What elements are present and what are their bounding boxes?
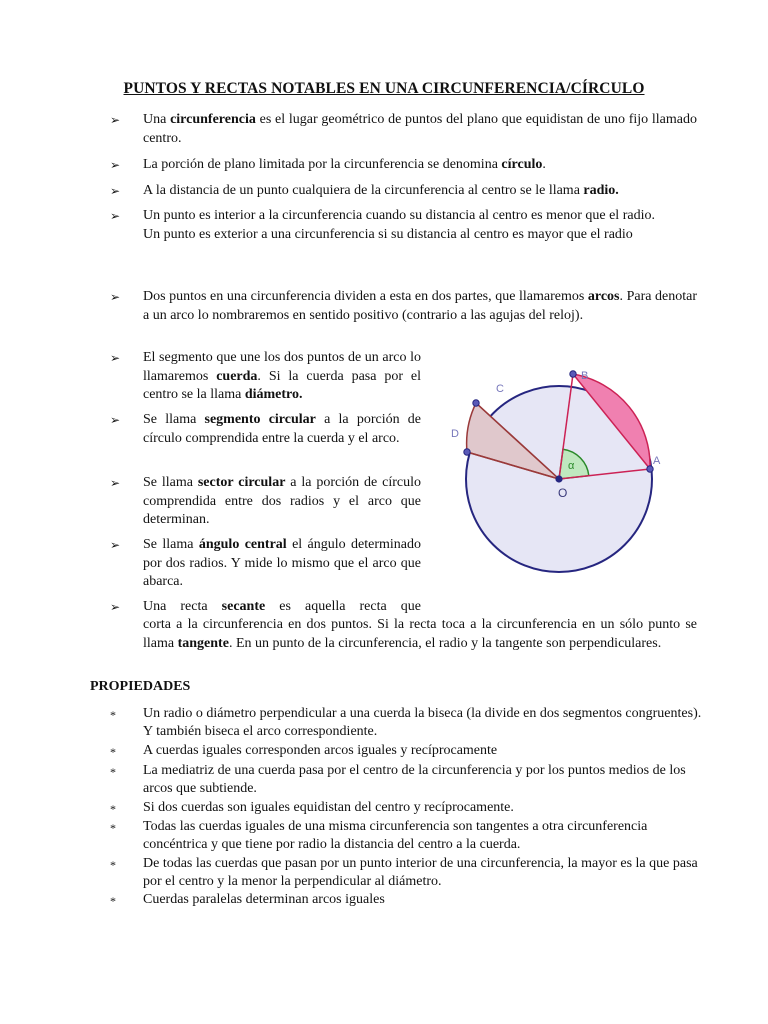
bullet-arrow-icon: ➢	[110, 209, 121, 223]
asterisk-icon: *	[110, 802, 116, 816]
term-arcos: arcos	[587, 289, 620, 304]
label-c: C	[496, 383, 504, 395]
property-item: * Cuerdas paralelas determinan arcos iguales	[110, 892, 385, 908]
asterisk-icon: *	[110, 894, 116, 908]
label-d: D	[451, 428, 459, 440]
properties-heading: PROPIEDADES	[90, 679, 191, 694]
paragraph-exterior: Un punto es exterior a una circunferencia si su distancia al centro es mayor que el radio	[143, 226, 633, 242]
list-item-circunferencia: ➢ Una circunferencia es el lugar geométrico de puntos del plano que equidistan de uno fijo llamado centro.	[110, 112, 698, 146]
paragraph-interior: Un punto es interior a la circunferencia cuando su distancia al centro es menor que el radio.	[143, 208, 655, 223]
bullet-arrow-icon: ➢	[110, 113, 121, 127]
term-circulo: círculo	[501, 157, 543, 172]
label-a: A	[653, 455, 661, 467]
property-item: * La mediatriz de una cuerda pasa por el centro de la circunferencia y por los puntos medios de los arcos que subtiende.	[110, 763, 686, 796]
property-item: * Un radio o diámetro perpendicular a una cuerda la biseca (la divide en dos segmentos congruentes). Y también biseca el arco correspondiente.	[110, 706, 702, 739]
point-o	[555, 475, 562, 482]
bullet-arrow-icon: ➢	[110, 538, 121, 552]
circle-diagram	[445, 352, 685, 604]
term-circunferencia: circunferencia	[170, 112, 256, 127]
list-item-cuerda: ➢ El segmento que une los dos puntos de un arco lo llamaremos cuerda. Si la cuerda pasa por el centro se la llama diámetro.	[110, 350, 421, 402]
term-radio: radio.	[583, 183, 619, 198]
bullet-arrow-icon: ➢	[110, 158, 121, 172]
asterisk-icon: *	[110, 708, 116, 722]
asterisk-icon: *	[110, 821, 116, 835]
list-item-angulo-central: ➢ Se llama ángulo central el ángulo determinado por dos radios. Y mide lo mismo que el arco que abarca.	[110, 537, 421, 589]
bullet-arrow-icon: ➢	[110, 351, 121, 365]
point-b	[570, 371, 576, 377]
property-item: * De todas las cuerdas que pasan por un punto interior de una circunferencia, la mayor es la que pasa por el centro y la menor la perpendicular al diámetro.	[110, 856, 698, 889]
asterisk-icon: *	[110, 765, 116, 779]
asterisk-icon: *	[110, 858, 116, 872]
bullet-arrow-icon: ➢	[110, 600, 121, 614]
bullet-arrow-icon: ➢	[110, 290, 121, 304]
circle-figure	[445, 352, 685, 604]
bullet-arrow-icon: ➢	[110, 476, 121, 490]
list-item-circulo: ➢ La porción de plano limitada por la circunferencia se denomina círculo.	[110, 156, 697, 175]
list-item-secante-continuation: corta a la circunferencia en dos puntos. Si la recta toca a la circunferencia en un sólo punto se llama tangente. En un punto de la circunferencia, el radio y la tangente son perpendiculares.	[143, 617, 697, 651]
bullet-arrow-icon: ➢	[110, 413, 121, 427]
term-angulo-central: ángulo central	[198, 537, 287, 552]
label-o: O	[558, 486, 568, 500]
property-item: * A cuerdas iguales corresponden arcos iguales y recíprocamente	[110, 743, 498, 759]
page-title: PUNTOS Y RECTAS NOTABLES EN UNA CIRCUNFERENCIA/CÍRCULO	[123, 80, 645, 97]
term-cuerda: cuerda	[216, 368, 258, 384]
bullet-arrow-icon: ➢	[110, 184, 121, 198]
term-diametro: diámetro.	[244, 387, 303, 402]
label-b: B	[581, 370, 589, 382]
term-segmento-circular: segmento circular	[204, 412, 316, 427]
point-c	[473, 400, 479, 406]
property-item: * Todas las cuerdas iguales de una misma circunferencia son tangentes a otra circunferencia concéntrica y que tiene por radio la distancia del centro a la cuerda.	[110, 819, 648, 852]
term-sector-circular: sector circular	[197, 475, 286, 490]
list-item-arcos: ➢ Dos puntos en una circunferencia dividen a esta en dos partes, que llamaremos arcos. Para denotar a un arco lo nombraremos en sentido positivo (contrario a las agujas del reloj).	[110, 289, 697, 323]
list-item-secante: ➢ Una recta secante es aquella recta que	[110, 598, 421, 617]
label-alpha: α	[568, 460, 575, 472]
list-item-radio: ➢ A la distancia de un punto cualquiera de la circunferencia al centro se le llama radio.	[110, 182, 697, 201]
property-item: * Si dos cuerdas son iguales equidistan del centro y recíprocamente.	[110, 800, 514, 816]
term-secante: secante	[221, 599, 266, 614]
list-item-segmento-circular: ➢ Se llama segmento circular a la porción de círculo comprendida entre la cuerda y el arco.	[110, 412, 422, 446]
list-item-interior-exterior	[110, 207, 697, 244]
asterisk-icon: *	[110, 745, 116, 759]
term-tangente: tangente	[177, 635, 229, 651]
list-item-sector-circular: ➢ Se llama sector circular a la porción de círculo comprendida entre dos radios y el arco que determinan.	[110, 475, 421, 527]
point-d	[464, 449, 470, 455]
